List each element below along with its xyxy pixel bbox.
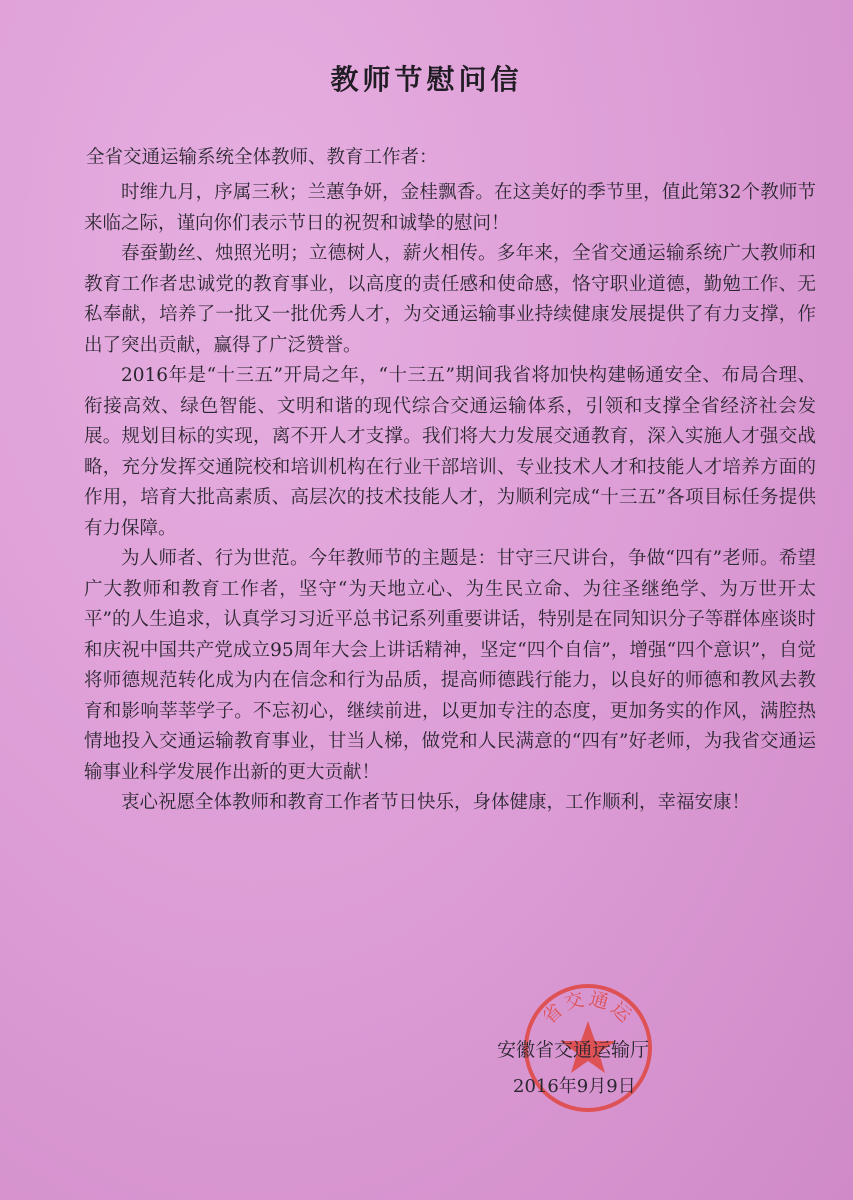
signature-date: 2016年9月9日 bbox=[513, 1076, 636, 1097]
salutation: 全省交通运输系统全体教师、教育工作者： bbox=[86, 147, 438, 168]
seal-text: 省交通运 bbox=[538, 987, 638, 1029]
paragraph: 春蚕勤丝、烛照光明；立德树人，薪火相传。多年来，全省交通运输系统广大教师和教育工作者忠诚党的教育事业，以高度的责任感和使命感，恪守职业道德，勤勉工作、无私奉献，培养了一批又一批优秀人才，为交通运输事业持续健康发展提供了有力支撑，作出了突出贡献，赢得了广泛赞誉。 bbox=[84, 243, 816, 356]
paragraph: 时维九月，序属三秋；兰蕙争妍，金桂飘香。在这美好的季节里，值此第32个教师节来临之际，谨向你们表示节日的祝贺和诚挚的慰问！ bbox=[84, 182, 816, 234]
letter-title: 教师节慰问信 bbox=[330, 63, 523, 96]
letter-body bbox=[84, 178, 816, 819]
signature-org: 安徽省交通运输厅 bbox=[497, 1039, 650, 1061]
paragraph: 衷心祝愿全体教师和教育工作者节日快乐，身体健康，工作顺利，幸福安康！ bbox=[121, 792, 751, 813]
paragraph: 2016年是“十三五”开局之年，“十三五”期间我省将加快构建畅通安全、布局合理、衔接高效、绿色智能、文明和谐的现代综合交通运输体系，引领和支撑全省经济社会发展。规划目标的实现，离不开人才支撑。我们将大力发展交通教育，深入实施人才强交战略，充分发挥交通院校和培训机构在行业干部培训、专业技术人才和技能人才培养方面的作用，培育大批高素质、高层次的技术技能人才，为顺利完成“十三五”各项目标任务提供有力保障。 bbox=[84, 365, 816, 539]
paragraph: 为人师者、行为世范。今年教师节的主题是：甘守三尺讲台，争做“四有”老师。希望广大教师和教育工作者，坚守“为天地立心、为生民立命、为往圣继绝学、为万世开太平”的人生追求，认真学习习近平总书记系列重要讲话，特别是在同知识分子等群体座谈时和庆祝中国共产党成立95周年大会上讲话精神，坚定“四个自信”，增强“四个意识”，自觉将师德规范转化成为内在信念和行为品质，提高师德践行能力，以良好的师德和教风去教育和影响莘莘学子。不忘初心，继续前进，以更加专注的态度，更加务实的作风，满腔热情地投入交通运输教育事业，甘当人梯，做党和人民满意的“四有”好老师，为我省交通运输事业科学发展作出新的更大贡献！ bbox=[84, 548, 816, 783]
